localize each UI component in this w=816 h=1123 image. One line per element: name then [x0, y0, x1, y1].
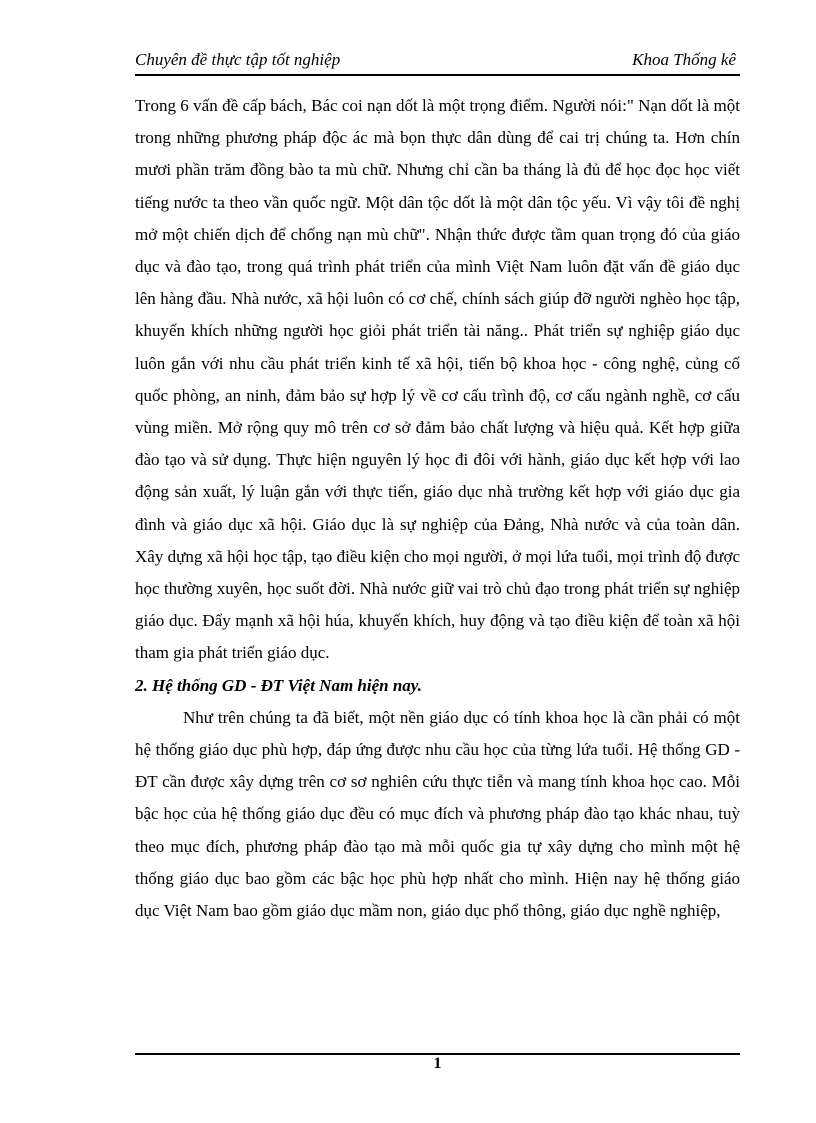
paragraph-literacy: Trong 6 vấn đề cấp bách, Bác coi nạn dốt là một trọng điểm. Người nói:" Nạn dốt là một trong những phương pháp độc ác mà bọn thực dân dùng để cai trị chúng ta. Hơn chín mươi phần trăm đồng bào ta mù chữ. Nhưng chỉ cần ba tháng là đủ để học đọc học viết tiếng nước ta theo vần quốc ngữ. Một dân tộc dốt là một dân tộc yếu. Vì vậy tôi đề nghị mở một chiến dịch để chống nạn mù chữ". Nhận thức được tầm quan trọng đó của giáo dục và đào tạo, trong quá trình phát triển của mình Việt Nam luôn đặt vấn đề giáo dục lên hàng đầu. Nhà nước, xã hội luôn có cơ chế, chính sách giúp đỡ người nghèo học tập, khuyến khích những người học giỏi phát triển tài năng.. Phát triển sự nghiệp giáo dục luôn gắn với nhu cầu phát triển kinh tế xã hội, tiến bộ khoa học - công nghệ, củng cố quốc phòng, an ninh, đảm bảo sự hợp lý về cơ cấu trình độ, cơ cấu ngành nghề, cơ cấu vùng miền. Mở rộng quy mô trên cơ sở đảm bảo chất lượng và hiệu quả. Kết hợp giữa đào tạo và sử dụng. Thực hiện nguyên lý học đi đôi với hành, giáo dục kết hợp với lao động sản xuất, lý luận gắn với thực tiến, giáo dục nhà trường kết hợp với giáo dục gia đình và giáo dục xã hội. Giáo dục là sự nghiệp của Đảng, Nhà nước và của toàn dân. Xây dựng xã hội học tập, tạo điều kiện cho mọi người, ở mọi lứa tuổi, mọi trình độ được học thường xuyên, học suốt đời. Nhà nước giữ vai trò chủ đạo trong phát triển sự nghiệp giáo dục. Đẩy mạnh xã hội húa, khuyến khích, huy động và tạo điều kiện để toàn xã hội tham gia phát triển giáo dục. [135, 96, 740, 663]
page-number: 1 [433, 1055, 442, 1072]
document-body [135, 90, 740, 927]
header-document-title: Chuyên đề thực tập tốt nghiệp [135, 50, 341, 69]
section-heading: 2. Hệ thống GD - ĐT Việt Nam hiện nay. [135, 675, 422, 695]
header-department: Khoa Thống kê [632, 50, 736, 69]
paragraph-education-system: Như trên chúng ta đã biết, một nền giáo dục có tính khoa học là cần phải có một hệ thống giáo dục phù hợp, đáp ứng được nhu cầu học của từng lứa tuổi. Hệ thống GD - ĐT cần được xây dựng trên cơ sơ nghiên cứu thực tiễn và mang tính khoa học cao. Mỗi bậc học của hệ thống giáo dục đều có mục đích và phương pháp đào tạo khác nhau, tuỳ theo mục đích, phương pháp đào tạo mà mỗi quốc gia tự xây dựng cho mình một hệ thống giáo dục bao gồm các bậc học phù hợp nhất cho mình. Hiện nay hệ thống giáo dục Việt Nam bao gồm giáo dục mầm non, giáo dục phổ thông, giáo dục nghề nghiệp, [135, 707, 740, 921]
page-header [135, 48, 740, 76]
